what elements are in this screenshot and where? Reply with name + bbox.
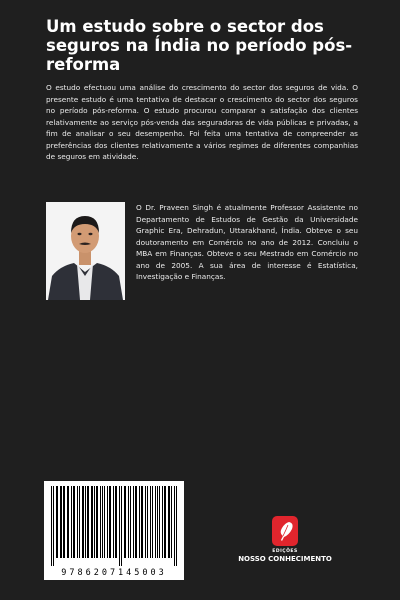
quill-icon — [272, 516, 298, 546]
isbn-number: 9786207145003 — [61, 568, 167, 578]
book-description: O estudo efectuou uma análise do crescimento do sector dos seguros de vida. O presente estudo é uma tentativa de destacar o crescimento do sector dos seguros no período pós-reforma. O estudo procurou comparar a satisfação dos clientes relativamente ao serviço pós-venda das seguradoras de vida públicas e privadas, a fim de analisar o seu desempenho. Foi feita uma tentativa de compreender as preferências dos clientes relativamente a vários regimes de diferentes companhias de seguros em atividade. — [46, 83, 358, 161]
publisher-name: NOSSO CONHECIMENTO — [238, 555, 332, 563]
author-bio: O Dr. Praveen Singh é atualmente Professor Assistente no Departamento de Estudos de Gestão da Universidade Graphic Era, Dehradun, Uttarakhand, Índia. Obteve o seu doutoramento em Comércio no ano de 2012. Concluiu o MBA em Finanças. Obteve o seu Mestrado em Comércio no ano de 2005. A sua área de interesse é Estatística, Investigação e Finanças. — [136, 203, 358, 281]
publisher-logo — [232, 516, 338, 563]
isbn-barcode — [44, 481, 184, 580]
publisher-label-editions: EDIÇÕES — [272, 549, 298, 554]
author-portrait-image — [46, 202, 125, 300]
barcode-bars — [49, 486, 179, 566]
book-title: Um estudo sobre o sector dos seguros na Índia no período pós-reforma — [46, 17, 353, 74]
author-photo — [46, 202, 125, 300]
